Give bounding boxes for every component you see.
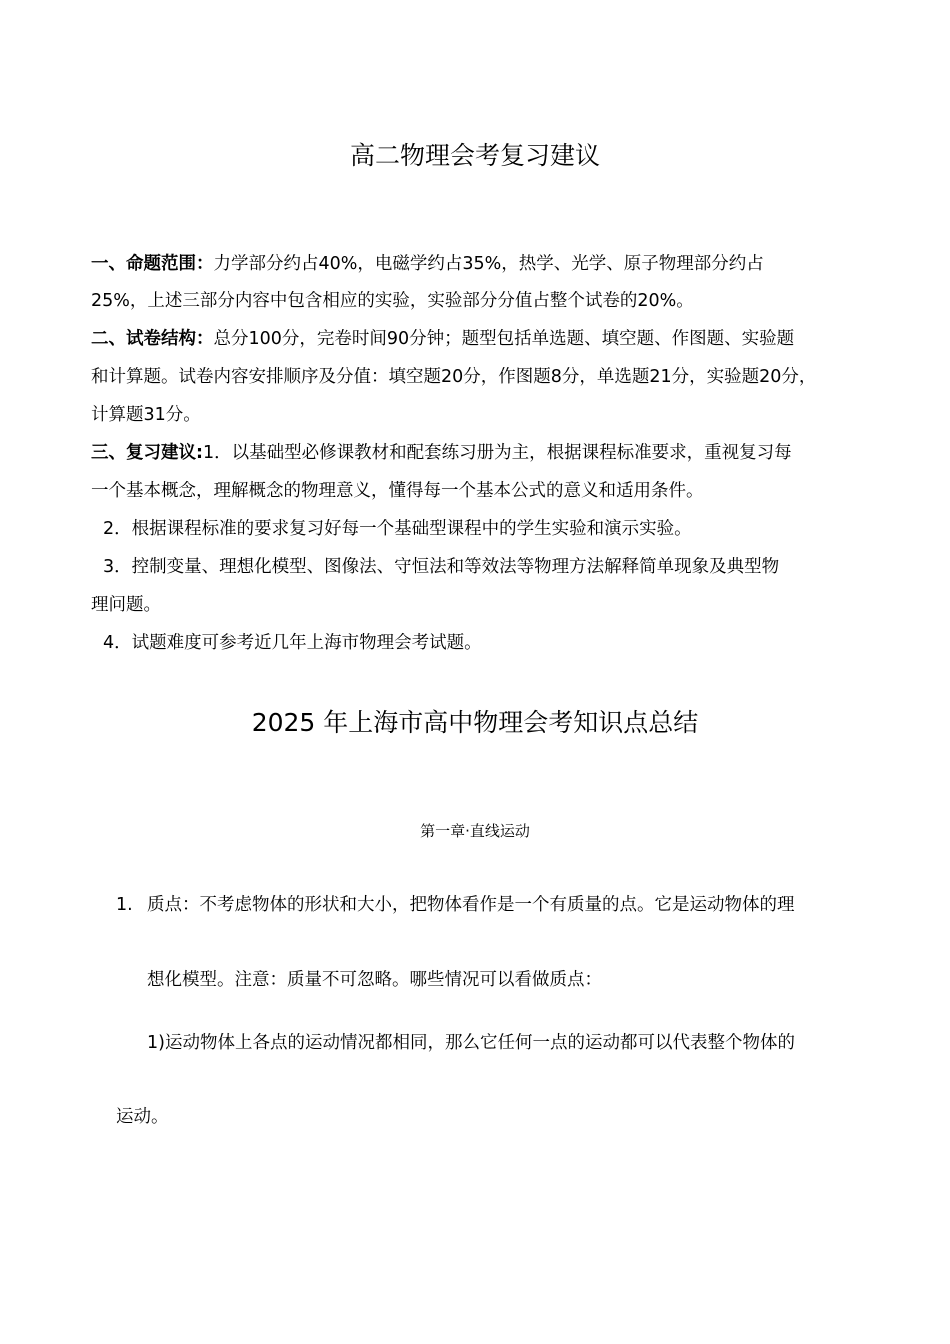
document-title: 高二物理会考复习建议 [349,141,600,170]
section-2-text-1: 总分100分，完卷时间90分钟；题型包括单选题、填空题、作图题、实验题 [213,329,795,349]
section-1-line-2: 25%，上述三部分内容中包含相应的实验，实验部分分值占整个试卷的20%。 [91,291,694,311]
section-1-text-1: 力学部分约占40%，电磁学约占35%，热学、光学、原子物理部分约占 [213,254,764,274]
point-1-line-3: 1)运动物体上各点的运动情况都相同，那么它任何一点的运动都可以代表整个物体的 [147,1033,795,1053]
section-3-line-2: 一个基本概念，理解概念的物理意义，懂得每一个基本公式的意义和适用条件。 [91,481,704,501]
section-1-label: 一、命题范围： [91,254,214,274]
point-1-line-2: 想化模型。注意：质量不可忽略。哪些情况可以看做质点： [147,970,602,990]
section-3-label: 三、复习建议: [91,443,203,463]
section-3-item-3-line-1: 3．控制变量、理想化模型、图像法、守恒法和等效法等物理方法解释简单现象及典型物 [103,557,780,577]
section-3-item-3-line-2: 理问题。 [91,595,161,615]
chapter-heading: 第一章·直线运动 [420,822,530,840]
point-1-line-1: 质点：不考虑物体的形状和大小，把物体看作是一个有质量的点。它是运动物体的理 [147,895,795,915]
section-2-line-3: 计算题31分。 [91,405,201,425]
section-3-item-4: 4．试题难度可参考近几年上海市物理会考试题。 [103,633,482,653]
section-2-line-1 [91,327,794,351]
point-1-line-4: 运动。 [116,1107,169,1127]
summary-title: 2025 年上海市高中物理会考知识点总结 [251,708,699,737]
point-1-number: 1. [116,895,133,915]
section-1-line-1 [91,252,764,276]
section-2-label: 二、试卷结构： [91,329,214,349]
section-2-line-2: 和计算题。试卷内容安排顺序及分值：填空题20分，作图题8分，单选题21分，实验题20分， [91,367,817,387]
section-3-line-1 [91,441,792,465]
section-3-item-2: 2．根据课程标准的要求复习好每一个基础型课程中的学生实验和演示实验。 [103,519,692,539]
section-3-text-1: 1．以基础型必修课教材和配套练习册为主，根据课程标准要求，重视复习每 [203,443,792,463]
